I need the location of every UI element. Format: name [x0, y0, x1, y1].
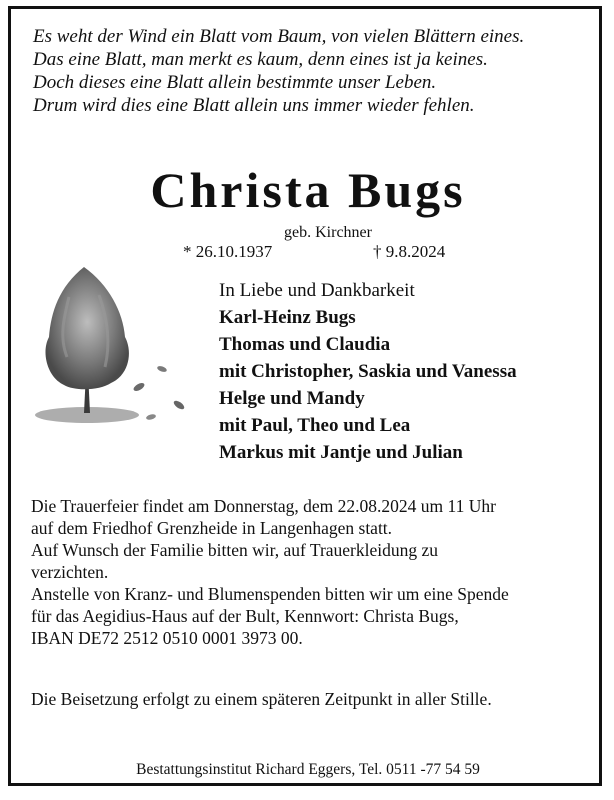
obituary-frame	[8, 6, 602, 786]
closing-text: Die Beisetzung erfolgt zu einem späteren Zeitpunkt in aller Stille.	[31, 689, 492, 709]
family-member: Karl-Heinz Bugs	[219, 307, 356, 328]
poem-line: Doch dieses eine Blatt allein bestimmte unser Leben.	[33, 72, 437, 93]
poem-line: Das eine Blatt, man merkt es kaum, denn eines ist ja keines.	[33, 49, 488, 70]
announcement-line: Die Trauerfeier findet am Donnerstag, dem 22.08.2024 um 11 Uhr	[31, 496, 496, 516]
announcement-line: auf dem Friedhof Grenzheide in Langenhagen statt.	[31, 518, 393, 538]
birth-name: geb. Kirchner	[284, 224, 372, 241]
announcement-line: Auf Wunsch der Familie bitten wir, auf Trauerkleidung zu	[31, 540, 439, 560]
announcement-line: verzichten.	[31, 562, 109, 582]
announcement-text	[31, 495, 589, 649]
death-date: † 9.8.2024	[373, 242, 446, 261]
poem-line: Drum wird dies eine Blatt allein uns immer wieder fehlen.	[33, 95, 475, 116]
announcement-line: für das Aegidius-Haus auf der Bult, Kennwort: Christa Bugs,	[31, 606, 459, 626]
funeral-home-footer: Bestattungsinstitut Richard Eggers, Tel. 0511 -77 54 59	[136, 761, 480, 778]
announcement-line: Anstelle von Kranz- und Blumenspenden bitten wir um eine Spende	[31, 584, 509, 604]
birth-date: * 26.10.1937	[183, 242, 273, 261]
family-member: Markus mit Jantje und Julian	[219, 442, 463, 463]
tree-icon	[29, 257, 189, 437]
deceased-name: Christa Bugs	[150, 162, 466, 218]
announcement-line: IBAN DE72 2512 0510 0001 3973 00.	[31, 628, 303, 648]
family-member: mit Christopher, Saskia und Vanessa	[219, 361, 517, 382]
family-member: Helge und Mandy	[219, 388, 365, 409]
family-signatures	[219, 277, 517, 466]
poem-line: Es weht der Wind ein Blatt vom Baum, von vielen Blättern eines.	[33, 26, 525, 47]
family-member: Thomas und Claudia	[219, 334, 391, 355]
family-intro: In Liebe und Dankbarkeit	[219, 280, 415, 301]
poem	[33, 25, 593, 117]
family-member: mit Paul, Theo und Lea	[219, 415, 411, 436]
